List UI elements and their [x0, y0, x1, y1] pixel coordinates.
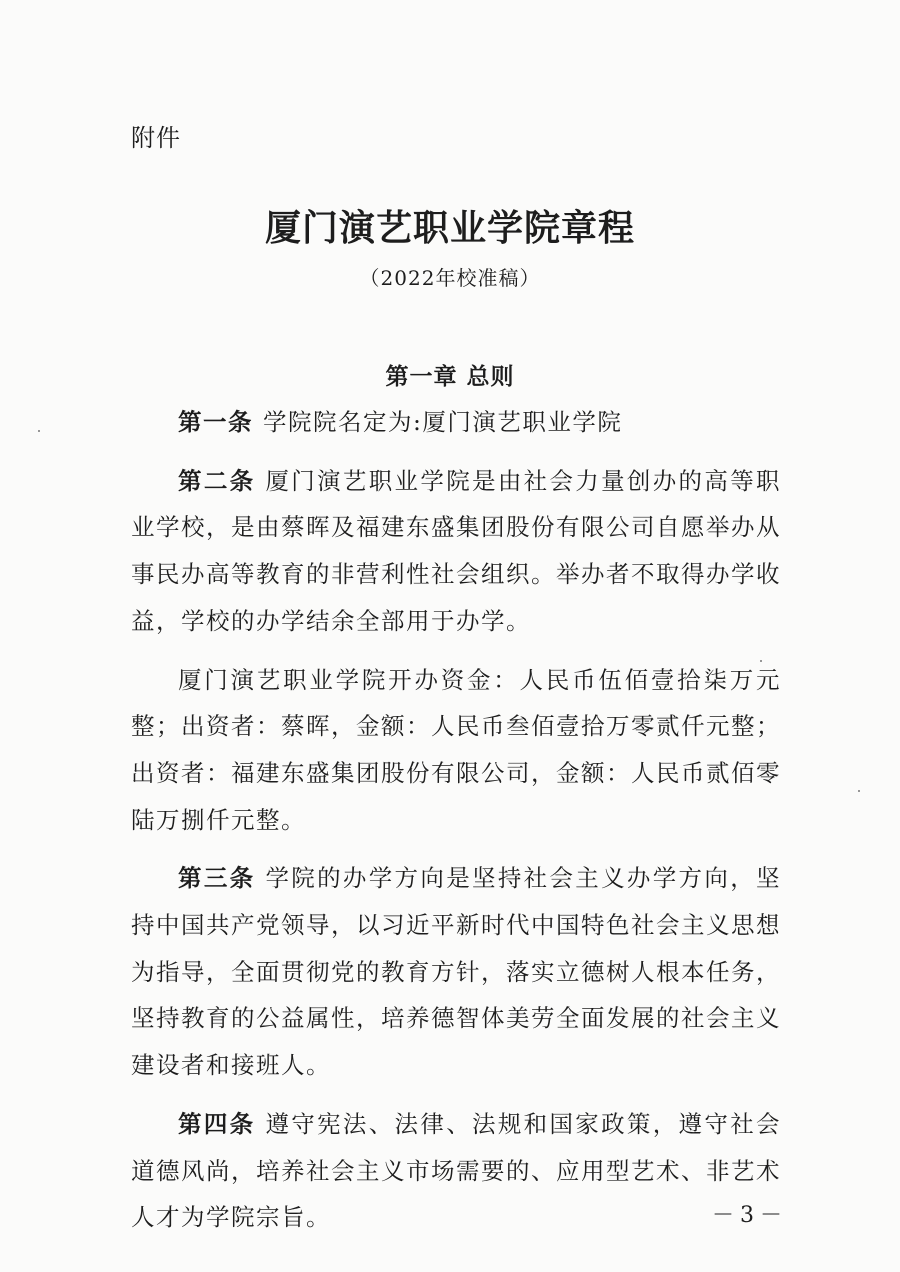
article-label: 第三条 [178, 864, 256, 893]
article-text: 厦门演艺职业学院是由社会力量创办的高等职业学校，是由蔡晖及福建东盛集团股份有限公司自愿举办从事民办高等教育的非营利性社会组织。举办者不取得办学收益，学校的办学结余全部用于办学。 [131, 466, 782, 635]
article-4 [131, 1101, 781, 1241]
article-2 [131, 458, 781, 645]
article-2-funding [131, 657, 781, 844]
page-number: －3－ [712, 1203, 788, 1228]
scan-speck [858, 790, 860, 792]
article-text: 厦门演艺职业学院开办资金：人民币伍佰壹拾柒万元整；出资者：蔡晖，金额：人民币叁佰壹拾万零贰仟元整；出资者：福建东盛集团股份有限公司，金额：人民币贰佰零陆万捌仟元整。 [131, 665, 781, 834]
scan-speck [760, 660, 762, 662]
article-text: 学院的办学方向是坚持社会主义办学方向，坚持中国共产党领导，以习近平新时代中国特色社会主义思想为指导，全面贯彻党的教育方针，落实立德树人根本任务，坚持教育的公益属性，培养德智体美劳全面发展的社会主义建设者和接班人。 [131, 864, 782, 1080]
scan-speck [38, 430, 40, 432]
attachment-label: 附件 [131, 124, 181, 152]
document-body [131, 399, 781, 1241]
article-text: 遵守宪法、法律、法规和国家政策，遵守社会道德风尚，培养社会主义市场需要的、应用型艺术、非艺术人才为学院宗旨。 [131, 1109, 782, 1232]
article-1 [131, 399, 781, 446]
article-text: 学院院名定为:厦门演艺职业学院 [263, 408, 623, 436]
article-3 [131, 855, 781, 1089]
chapter-heading: 第一章 总则 [385, 364, 515, 390]
document-title: 厦门演艺职业学院章程 [264, 207, 635, 249]
article-label: 第四条 [178, 1109, 256, 1138]
article-label: 第二条 [178, 466, 256, 495]
document-subtitle: （2022年校准稿） [359, 266, 541, 290]
article-label: 第一条 [178, 408, 253, 436]
